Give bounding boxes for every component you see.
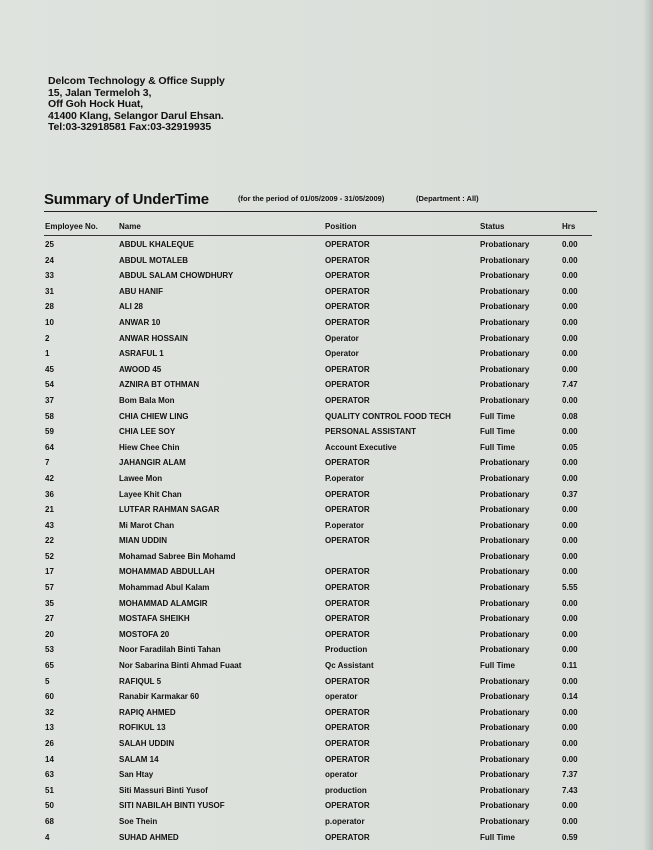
employee-no-cell: 45: [45, 364, 54, 374]
position-cell: OPERATOR: [325, 583, 370, 593]
table-row: [0, 534, 653, 550]
table-row: [0, 597, 653, 613]
column-header-hrs: Hrs: [562, 222, 576, 231]
employee-name-cell: ROFIKUL 13: [119, 723, 166, 733]
status-cell: Probationary: [480, 520, 530, 530]
position-cell: Qc Assistant: [325, 661, 374, 671]
status-cell: Full Time: [480, 661, 515, 671]
table-row: [0, 675, 653, 691]
position-cell: OPERATOR: [325, 707, 370, 717]
employee-name-cell: Nor Sabarina Binti Ahmad Fuaat: [119, 661, 242, 671]
position-cell: OPERATOR: [325, 240, 370, 249]
employee-no-cell: 59: [45, 427, 54, 437]
employee-name-cell: SITI NABILAH BINTI YUSOF: [119, 801, 225, 811]
status-cell: Probationary: [480, 598, 530, 608]
employee-name-cell: Layee Khit Chan: [119, 489, 182, 499]
position-cell: QUALITY CONTROL FOOD TECH: [325, 411, 451, 421]
table-row: [0, 581, 653, 597]
employee-name-cell: MOHAMMAD ABDULLAH: [119, 567, 215, 577]
report-period: (for the period of 01/05/2009 - 31/05/2009): [238, 194, 385, 203]
table-row: [0, 628, 653, 644]
table-row: [0, 394, 653, 410]
hrs-cell: 0.00: [562, 598, 578, 608]
employee-no-cell: 54: [45, 380, 54, 390]
table-row: [0, 690, 653, 706]
position-cell: OPERATOR: [325, 286, 370, 296]
table-row: [0, 721, 653, 737]
position-cell: OPERATOR: [325, 567, 370, 577]
employee-name-cell: ABDUL KHALEQUE: [119, 240, 194, 249]
employee-no-cell: 43: [45, 520, 54, 530]
position-cell: OPERATOR: [325, 614, 370, 624]
status-cell: Probationary: [480, 707, 530, 717]
status-cell: Probationary: [480, 317, 530, 327]
hrs-cell: 0.00: [562, 317, 578, 327]
status-cell: Full Time: [480, 832, 515, 842]
position-cell: operator: [325, 770, 358, 780]
hrs-cell: 0.00: [562, 302, 578, 312]
employee-no-cell: 65: [45, 661, 54, 671]
employee-name-cell: Lawee Mon: [119, 473, 163, 483]
employee-name-cell: Noor Faradilah Binti Tahan: [119, 645, 221, 655]
table-row: [0, 456, 653, 472]
table-row: [0, 565, 653, 581]
hrs-cell: 0.00: [562, 473, 578, 483]
status-cell: Probationary: [480, 255, 530, 265]
employee-no-cell: 58: [45, 411, 54, 421]
position-cell: OPERATOR: [325, 739, 370, 748]
position-cell: P.operator: [325, 520, 364, 530]
status-cell: Probationary: [480, 567, 530, 577]
status-cell: Probationary: [480, 645, 530, 655]
employee-name-cell: Siti Massuri Binti Yusof: [119, 785, 208, 795]
hrs-cell: 0.00: [562, 505, 578, 515]
employee-no-cell: 64: [45, 442, 54, 452]
table-row: [0, 254, 653, 270]
table-row: [0, 519, 653, 535]
status-cell: Probationary: [480, 614, 530, 624]
status-cell: Probationary: [480, 676, 530, 686]
employee-name-cell: MIAN UDDIN: [119, 536, 167, 546]
hrs-cell: 0.00: [562, 395, 578, 405]
status-cell: Full Time: [480, 411, 515, 421]
employee-no-cell: 42: [45, 473, 54, 483]
table-row: [0, 363, 653, 379]
employee-no-cell: 52: [45, 551, 54, 561]
table-row: [0, 831, 653, 847]
hrs-cell: 0.00: [562, 754, 578, 764]
report-department: (Department : All): [416, 194, 479, 203]
status-cell: Probationary: [480, 692, 530, 702]
table-row: [0, 737, 653, 753]
status-cell: Probationary: [480, 754, 530, 764]
table-row: [0, 784, 653, 800]
employee-no-cell: 28: [45, 302, 54, 312]
position-cell: OPERATOR: [325, 505, 370, 515]
table-row: [0, 441, 653, 457]
employee-name-cell: SUHAD AHMED: [119, 832, 179, 842]
position-cell: OPERATOR: [325, 380, 370, 390]
employee-name-cell: MOSTOFA 20: [119, 629, 170, 639]
table-row: [0, 378, 653, 394]
status-cell: Probationary: [480, 302, 530, 312]
employee-name-cell: ASRAFUL 1: [119, 349, 164, 359]
hrs-cell: 0.00: [562, 240, 578, 249]
status-cell: Probationary: [480, 380, 530, 390]
employee-name-cell: ABDUL MOTALEB: [119, 255, 189, 265]
employee-no-cell: 20: [45, 629, 54, 639]
table-row: [0, 799, 653, 815]
employee-name-cell: Soe Thein: [119, 816, 158, 826]
employee-no-cell: 13: [45, 723, 54, 733]
employee-no-cell: 36: [45, 489, 54, 499]
hrs-cell: 0.00: [562, 816, 578, 826]
hrs-cell: 7.37: [562, 770, 578, 780]
table-row: [0, 472, 653, 488]
hrs-cell: 0.00: [562, 739, 578, 748]
table-row: [0, 238, 653, 254]
position-cell: OPERATOR: [325, 364, 370, 374]
employee-name-cell: LUTFAR RAHMAN SAGAR: [119, 505, 220, 515]
status-cell: Probationary: [480, 739, 530, 748]
employee-name-cell: Ranabir Karmakar 60: [119, 692, 200, 702]
table-row: [0, 316, 653, 332]
employee-no-cell: 35: [45, 598, 54, 608]
company-address-line-3: 41400 Klang, Selangor Darul Ehsan.: [48, 109, 224, 122]
status-cell: Probationary: [480, 349, 530, 359]
employee-name-cell: ANWAR 10: [119, 317, 161, 327]
status-cell: Probationary: [480, 770, 530, 780]
position-cell: Account Executive: [325, 442, 397, 452]
employee-no-cell: 50: [45, 801, 54, 811]
employee-name-cell: SALAM 14: [119, 754, 159, 764]
employee-no-cell: 24: [45, 255, 54, 265]
status-cell: Probationary: [480, 785, 530, 795]
hrs-cell: 0.00: [562, 723, 578, 733]
position-cell: Operator: [325, 349, 359, 359]
status-cell: Probationary: [480, 333, 530, 343]
position-cell: operator: [325, 692, 358, 702]
hrs-cell: 0.08: [562, 411, 578, 421]
position-cell: OPERATOR: [325, 302, 370, 312]
hrs-cell: 0.00: [562, 255, 578, 265]
employee-name-cell: ANWAR HOSSAIN: [119, 333, 188, 343]
employee-no-cell: 53: [45, 645, 54, 655]
employee-name-cell: Mohamad Sabree Bin Mohamd: [119, 551, 236, 561]
status-cell: Probationary: [480, 489, 530, 499]
company-address-line-2: Off Goh Hock Huat,: [48, 98, 144, 111]
table-row: [0, 425, 653, 441]
table-row: [0, 643, 653, 659]
status-cell: Probationary: [480, 801, 530, 811]
position-cell: OPERATOR: [325, 598, 370, 608]
column-header-name: Name: [119, 222, 141, 231]
employee-table-body: [0, 238, 653, 846]
hrs-cell: 0.00: [562, 333, 578, 343]
company-name: Delcom Technology & Office Supply: [48, 75, 225, 87]
employee-no-cell: 10: [45, 317, 54, 327]
hrs-cell: 0.00: [562, 629, 578, 639]
hrs-cell: 7.47: [562, 380, 578, 390]
status-cell: Probationary: [480, 723, 530, 733]
hrs-cell: 0.05: [562, 442, 578, 452]
hrs-cell: 0.00: [562, 551, 578, 561]
employee-no-cell: 17: [45, 567, 54, 577]
employee-no-cell: 27: [45, 614, 54, 624]
employee-no-cell: 32: [45, 707, 54, 717]
employee-no-cell: 51: [45, 785, 54, 795]
table-row: [0, 659, 653, 675]
position-cell: OPERATOR: [325, 271, 370, 281]
table-row: [0, 488, 653, 504]
employee-name-cell: Mohammad Abul Kalam: [119, 583, 210, 593]
company-address-block: [48, 76, 225, 134]
employee-no-cell: 68: [45, 816, 54, 826]
employee-no-cell: 14: [45, 754, 54, 764]
table-row: [0, 332, 653, 348]
employee-name-cell: Hiew Chee Chin: [119, 442, 180, 452]
employee-no-cell: 63: [45, 770, 54, 780]
column-header-position: Position: [325, 222, 357, 231]
position-cell: OPERATOR: [325, 395, 370, 405]
employee-name-cell: SALAH UDDIN: [119, 739, 175, 748]
hrs-cell: 0.00: [562, 364, 578, 374]
employee-no-cell: 22: [45, 536, 54, 546]
position-cell: OPERATOR: [325, 801, 370, 811]
table-row: [0, 503, 653, 519]
table-row: [0, 768, 653, 784]
position-cell: Operator: [325, 333, 359, 343]
employee-no-cell: 5: [45, 676, 50, 686]
hrs-cell: 0.00: [562, 801, 578, 811]
position-cell: OPERATOR: [325, 832, 370, 842]
table-row: [0, 269, 653, 285]
position-cell: Production: [325, 645, 368, 655]
employee-no-cell: 60: [45, 692, 54, 702]
hrs-cell: 0.14: [562, 692, 578, 702]
status-cell: Probationary: [480, 364, 530, 374]
hrs-cell: 0.00: [562, 536, 578, 546]
hrs-cell: 0.00: [562, 676, 578, 686]
status-cell: Full Time: [480, 442, 515, 452]
company-contact: Tel:03-32918581 Fax:03-32919935: [48, 121, 212, 134]
employee-no-cell: 25: [45, 240, 54, 249]
status-cell: Probationary: [480, 505, 530, 515]
employee-name-cell: ABU HANIF: [119, 286, 163, 296]
hrs-cell: 0.00: [562, 458, 578, 468]
hrs-cell: 0.00: [562, 645, 578, 655]
employee-name-cell: RAFIQUL 5: [119, 676, 162, 686]
employee-name-cell: CHIA LEE SOY: [119, 427, 176, 437]
hrs-cell: 5.55: [562, 583, 578, 593]
position-cell: OPERATOR: [325, 489, 370, 499]
status-cell: Probationary: [480, 395, 530, 405]
status-cell: Probationary: [480, 551, 530, 561]
position-cell: OPERATOR: [325, 676, 370, 686]
employee-no-cell: 57: [45, 583, 54, 593]
employee-no-cell: 26: [45, 739, 54, 748]
employee-name-cell: AWOOD 45: [119, 364, 162, 374]
position-cell: OPERATOR: [325, 754, 370, 764]
position-cell: OPERATOR: [325, 723, 370, 733]
table-row: [0, 410, 653, 426]
position-cell: p.operator: [325, 816, 365, 826]
status-cell: Probationary: [480, 536, 530, 546]
hrs-cell: 0.11: [562, 661, 578, 671]
status-cell: Full Time: [480, 427, 515, 437]
employee-name-cell: JAHANGIR ALAM: [119, 458, 186, 468]
employee-name-cell: MOHAMMAD ALAMGIR: [119, 598, 208, 608]
column-header-status: Status: [480, 222, 505, 231]
status-cell: Probationary: [480, 286, 530, 296]
position-cell: P.operator: [325, 473, 364, 483]
table-row: [0, 285, 653, 301]
status-cell: Probationary: [480, 240, 530, 249]
position-cell: PERSONAL ASSISTANT: [325, 427, 416, 437]
status-cell: Probationary: [480, 629, 530, 639]
position-cell: OPERATOR: [325, 629, 370, 639]
position-cell: OPERATOR: [325, 536, 370, 546]
position-cell: OPERATOR: [325, 458, 370, 468]
column-header-employee-no: Employee No.: [45, 222, 98, 231]
report-title: Summary of UnderTime: [44, 191, 209, 208]
status-cell: Probationary: [480, 458, 530, 468]
employee-no-cell: 1: [45, 349, 50, 359]
hrs-cell: 0.00: [562, 707, 578, 717]
status-cell: Probationary: [480, 816, 530, 826]
table-row: [0, 550, 653, 566]
employee-name-cell: ABDUL SALAM CHOWDHURY: [119, 271, 234, 281]
employee-name-cell: San Htay: [119, 770, 154, 780]
hrs-cell: 0.59: [562, 832, 578, 842]
hrs-cell: 0.00: [562, 614, 578, 624]
position-cell: production: [325, 785, 367, 795]
employee-name-cell: Mi Marot Chan: [119, 520, 175, 530]
employee-name-cell: AZNIRA BT OTHMAN: [119, 380, 200, 390]
employee-name-cell: ALI 28: [119, 302, 144, 312]
hrs-cell: 0.37: [562, 489, 578, 499]
hrs-cell: 0.00: [562, 520, 578, 530]
employee-no-cell: 7: [45, 458, 50, 468]
employee-name-cell: Bom Bala Mon: [119, 395, 175, 405]
employee-no-cell: 21: [45, 505, 54, 515]
position-cell: OPERATOR: [325, 255, 370, 265]
hrs-cell: 0.00: [562, 286, 578, 296]
company-address-line-1: 15, Jalan Termeloh 3,: [48, 86, 152, 99]
employee-no-cell: 4: [45, 832, 50, 842]
status-cell: Probationary: [480, 473, 530, 483]
employee-no-cell: 33: [45, 271, 54, 281]
hrs-cell: 0.00: [562, 271, 578, 281]
hrs-cell: 0.00: [562, 427, 578, 437]
column-header-divider: [44, 235, 592, 236]
table-row: [0, 706, 653, 722]
table-row: [0, 347, 653, 363]
employee-no-cell: 37: [45, 395, 54, 405]
position-cell: OPERATOR: [325, 317, 370, 327]
title-divider: [44, 211, 597, 212]
hrs-cell: 0.00: [562, 349, 578, 359]
employee-name-cell: MOSTAFA SHEIKH: [119, 614, 190, 624]
status-cell: Probationary: [480, 583, 530, 593]
table-row: [0, 815, 653, 831]
employee-name-cell: CHIA CHIEW LING: [119, 411, 189, 421]
table-row: [0, 753, 653, 769]
employee-no-cell: 31: [45, 286, 54, 296]
employee-no-cell: 2: [45, 333, 50, 343]
table-row: [0, 300, 653, 316]
status-cell: Probationary: [480, 271, 530, 281]
hrs-cell: 0.00: [562, 567, 578, 577]
employee-name-cell: RAPIQ AHMED: [119, 707, 176, 717]
hrs-cell: 7.43: [562, 785, 578, 795]
table-row: [0, 612, 653, 628]
